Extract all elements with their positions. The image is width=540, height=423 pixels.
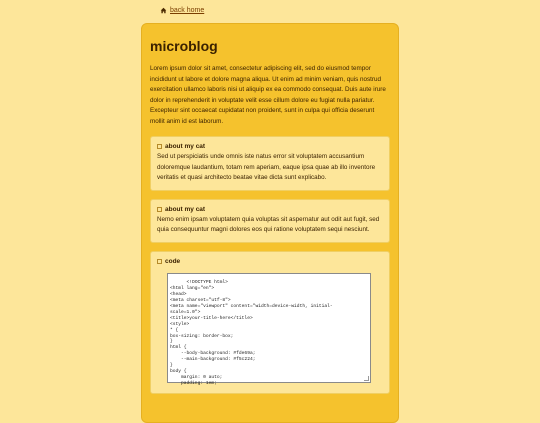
intro-text: Lorem ipsum dolor sit amet, consectetur adipiscing elit, sed do eiusmod tempor incididunt ut labore et dolore magna aliqua. Ut enim ad minim veniam, quis nostrud exercitation ullamco laboris nisi ut aliquip ex ea commodo consequat. Duis aute irure dolor in reprehenderit in voluptate velit esse cillum dolore eu fugiat nulla pariatur. Excepteur sint occaecat cupidatat non proident, sunt in culpa qui officia deserunt mollit anim id est laborum. [150,65,386,125]
post-title: about my cat [165,143,206,150]
post-body: Sed ut perspiciatis unde omnis iste natus error sit voluptatem accusantium doloremque laudantium, totam rem aperiam, eaque ipsa quae ab illo inventore veritatis et quasi architecto beatae vitae dicta sunt explicabo. [157,153,376,181]
code-textarea[interactable] [167,273,371,386]
post-heading [157,143,383,150]
code-content: <!DOCTYPE html> <html lang="en"> <head> <meta charset="utf-8"> <meta name="viewport" content="width=device-width, initial- scale=1.0"> <title>your-title-here</title> <style> * { box-sizing: border-box; } html { --body-background: #fde69a; --main-background: #f5c224; } body { margin: 0 auto; padding: 1em; [170,280,333,386]
post-body: Nemo enim ipsam voluptatem quia voluptas sit aspernatur aut odit aut fugit, sed quia consequuntur magni dolores eos qui ratione voluptatem sequi nesciunt. [157,215,380,233]
post-icon [157,144,162,149]
post-icon [157,259,162,264]
home-icon [160,7,167,14]
post-card [150,136,390,191]
page-title: microblog [150,38,218,54]
back-home-link-row [160,7,204,14]
resize-handle-icon[interactable] [364,376,369,381]
main-card [141,23,399,423]
post-heading [157,258,383,265]
post-card [150,199,390,243]
code-post-card [150,251,390,394]
post-heading [157,206,383,213]
back-home-link[interactable]: back home [170,7,205,14]
post-icon [157,207,162,212]
post-title: code [165,257,181,265]
post-title: about my cat [165,205,206,213]
